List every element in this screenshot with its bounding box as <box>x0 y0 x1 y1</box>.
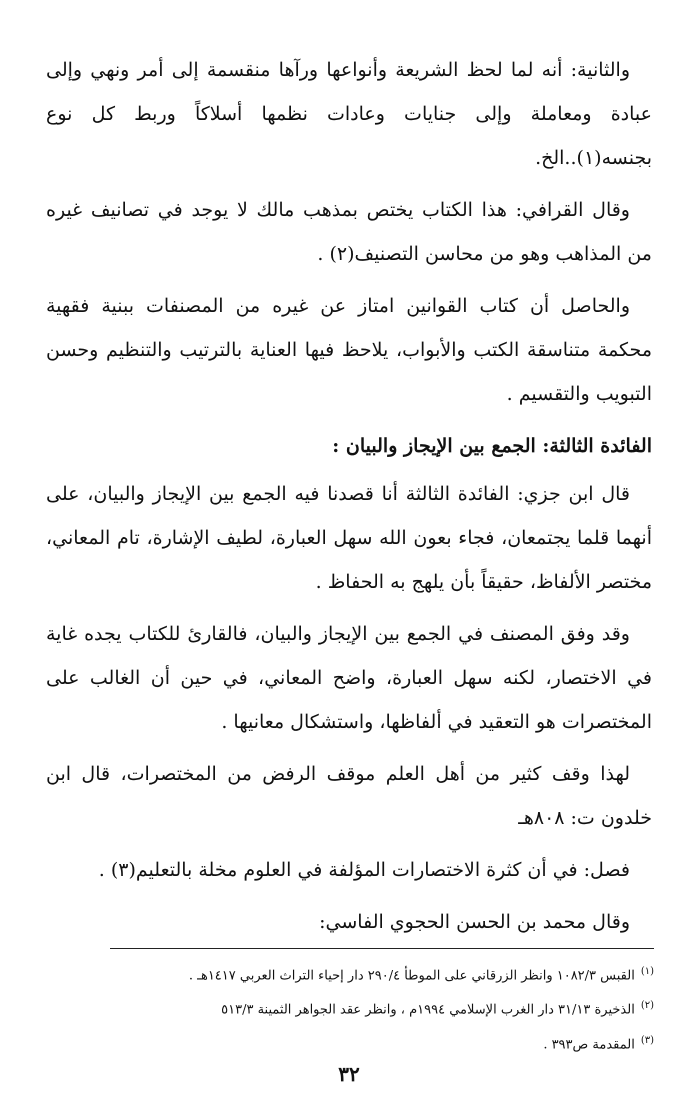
footnote-text: المقدمة ص٣٩٣ . <box>543 1036 635 1052</box>
section-heading: الفائدة الثالثة: الجمع بين الإيجاز والبيان : <box>332 435 652 457</box>
paragraph: وقال محمد بن الحسن الحجوي الفاسي: <box>319 911 630 933</box>
footnote <box>110 1026 654 1060</box>
main-text <box>46 48 652 952</box>
paragraph: فصل: في أن كثرة الاختصارات المؤلفة في العلوم مخلة بالتعليم(٣) . <box>98 859 630 881</box>
paragraph: وقد وفق المصنف في الجمع بين الإيجاز والبيان، فالقارئ للكتاب يجده غاية في الاختصار، لكنه سهل العبارة، واضح المعاني، في حين أن الغالب على المختصرات هو التعقيد في ألفاظها، واستشكال معانيها . <box>46 623 652 733</box>
footnote <box>110 957 654 991</box>
footnote <box>110 991 654 1025</box>
footnote-text: الذخيرة ٣١/١٣ دار الغرب الإسلامي ١٩٩٤م ، وانظر عقد الجواهر الثمينة ٥١٣/٣ <box>221 1002 635 1018</box>
paragraph: لهذا وقف كثير من أهل العلم موقف الرفض من المختصرات، قال ابن خلدون ت: ٨٠٨هـ <box>46 763 652 829</box>
paragraph: قال ابن جزي: الفائدة الثالثة أنا قصدنا فيه الجمع بين الإيجاز والبيان، على أنهما قلما يجتمعان، فجاء بعون الله سهل العبارة، لطيف الإشارة، تام المعاني، مختصر الألفاظ، حقيقاً بأن يلهج به الحفاظ . <box>46 483 652 593</box>
page-number: ٣٢ <box>338 1062 360 1086</box>
footnote-mark: (٣) <box>640 1034 654 1046</box>
footnotes <box>110 948 654 1060</box>
footnote-text: القبس ١٠٨٢/٣ وانظر الزرقاني على الموطأ ٢٩٠/٤ دار إحياء التراث العربي ١٤١٧هـ . <box>188 968 635 984</box>
paragraph: والثانية: أنه لما لحظ الشريعة وأنواعها ورآها منقسمة إلى أمر ونهي وإلى عبادة ومعاملة وإلى جنايات وعادات نظمها أسلاكاً وربط كل نوع بجنسه(١)..الخ. <box>46 59 652 169</box>
footnote-mark: (١) <box>640 966 654 977</box>
footnote-mark: (٢) <box>640 1000 654 1012</box>
paragraph: وقال القرافي: هذا الكتاب يختص بمذهب مالك لا يوجد في تصانيف غيره من المذاهب وهو من محاسن التصنيف(٢) . <box>46 199 652 265</box>
paragraph: والحاصل أن كتاب القوانين امتاز عن غيره من المصنفات ببنية فقهية محكمة متناسقة الكتب والأبواب، يلاحظ فيها العناية بالترتيب والتنظيم وحسن التبويب والتقسيم . <box>46 295 652 405</box>
